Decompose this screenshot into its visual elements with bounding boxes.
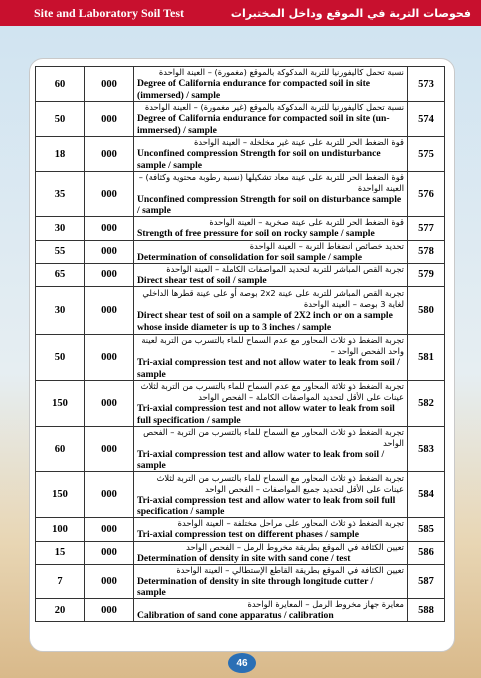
table-row <box>36 564 445 598</box>
quantity-cell: 000 <box>85 427 134 472</box>
item-number-cell: 580 <box>408 287 445 335</box>
description-cell <box>134 472 408 518</box>
table-row <box>36 137 445 172</box>
table-row <box>36 240 445 263</box>
quantity-cell: 000 <box>85 472 134 518</box>
price-cell: 7 <box>36 564 85 598</box>
quantity-cell: 000 <box>85 102 134 137</box>
description-en: Direct shear test of soil on a sample of 2X2 inch or on a sample whose inside diameter is up to 3 inches / sample <box>137 310 393 333</box>
table-row <box>36 172 445 217</box>
description-cell <box>134 172 408 217</box>
quantity-cell: 000 <box>85 599 134 622</box>
item-number-cell: 577 <box>408 217 445 240</box>
page-header <box>0 0 481 26</box>
description-cell <box>134 240 408 263</box>
description-ar: تجربة الضغط ذو ثلاثة المحاور مع عدم السماح للماء بالتسرب من التربة لثلاث عينات على الأقل لتحديد المواصفات الكاملة – الفحص الواحد <box>140 381 404 403</box>
description-en: Tri-axial compression test on different phases / sample <box>137 529 359 541</box>
description-en: Unconfined compression Strength for soil on undisturbance sample / sample <box>137 148 381 171</box>
description-ar: قوة الضغط الحر للتربة على عينة غير مخلخلة – العينة الواحدة <box>194 137 404 148</box>
price-cell: 30 <box>36 217 85 240</box>
description-cell <box>134 599 408 622</box>
header-title-en: Site and Laboratory Soil Test <box>34 5 185 20</box>
description-cell <box>134 518 408 541</box>
item-number-cell: 576 <box>408 172 445 217</box>
table-row <box>36 472 445 518</box>
quantity-cell: 000 <box>85 240 134 263</box>
description-ar: قوة الضغط الحر للتربة على عينة معاد تشكيلها (نسبة رطوبة محتوية وكثافة) – العينة الواحدة <box>138 172 404 193</box>
table-row <box>36 263 445 286</box>
quantity-cell: 000 <box>85 263 134 286</box>
price-cell: 100 <box>36 518 85 541</box>
item-number-cell: 586 <box>408 541 445 564</box>
description-cell <box>134 541 408 564</box>
description-cell <box>134 67 408 102</box>
price-cell: 150 <box>36 472 85 518</box>
description-en: Strength of free pressure for soil on rocky sample / sample <box>137 228 375 240</box>
price-cell: 30 <box>36 287 85 335</box>
table-row <box>36 599 445 622</box>
description-ar: تجربة الضغط ذو ثلاث المحاور مع عدم السماح للماء بالتسرب من التربة لعينة واحد الفحص الواحد – <box>141 335 404 357</box>
quantity-cell: 000 <box>85 541 134 564</box>
price-cell: 20 <box>36 599 85 622</box>
quantity-cell: 000 <box>85 172 134 217</box>
quantity-cell: 000 <box>85 564 134 598</box>
test-price-table <box>35 66 445 622</box>
description-cell <box>134 287 408 335</box>
description-en: Tri-axial compression test and allow water to leak from soil / sample <box>137 449 385 472</box>
quantity-cell: 000 <box>85 518 134 541</box>
table-row <box>36 518 445 541</box>
item-number-cell: 584 <box>408 472 445 518</box>
description-en: Direct shear test of soil / sample <box>137 274 267 286</box>
item-number-cell: 575 <box>408 137 445 172</box>
description-ar: تجربة الضغط ذو ثلاث المحاور على مراحل مختلفة – العينة الواحدة <box>177 518 404 529</box>
page-number: 46 <box>228 653 256 673</box>
item-number-cell: 573 <box>408 67 445 102</box>
description-cell <box>134 427 408 472</box>
description-cell <box>134 217 408 240</box>
price-cell: 60 <box>36 427 85 472</box>
price-cell: 150 <box>36 381 85 427</box>
description-cell <box>134 335 408 381</box>
description-cell <box>134 381 408 427</box>
table-row <box>36 102 445 137</box>
header-title-ar: فحوصات التربة في الموقع وداخل المختبرات <box>230 6 471 20</box>
table-row <box>36 335 445 381</box>
description-ar: تجربة الضغط ذو ثلاث المحاور مع السماح للماء بالتسرب من التربة – الفحص الواحد <box>143 427 404 449</box>
description-en: Tri-axial compression test and allow water to leak from soil full specification / sample <box>137 494 396 517</box>
table-row <box>36 541 445 564</box>
description-en: Determination of density in site with sand cone / test <box>137 552 351 564</box>
quantity-cell: 000 <box>85 335 134 381</box>
price-cell: 65 <box>36 263 85 286</box>
description-ar: تجربة القص المباشر للتربة على عينة 2x2 بوصة أو على عينة قطرها الداخلي لغاية 3 بوصة – العينة الواحدة <box>142 288 404 310</box>
description-ar: نسبة تحمل كاليفورنيا للتربة المدكوكة بالموقع (غير مغمورة) – العينة الواحدة <box>144 102 404 113</box>
description-en: Tri-axial compression test and not allow water to leak from soil / sample <box>137 357 400 380</box>
description-cell <box>134 102 408 137</box>
table-row <box>36 287 445 335</box>
description-en: Determination of density in site through longitude cutter / sample <box>137 575 374 599</box>
price-cell: 50 <box>36 335 85 381</box>
item-number-cell: 582 <box>408 381 445 427</box>
description-ar: معايرة جهاز مخروط الرمل – المعايرة الواحدة <box>247 599 404 610</box>
description-en: Degree of California endurance for compacted soil in site (un-immersed) / sample <box>137 113 390 136</box>
description-en: Calibration of sand cone apparatus / calibration <box>137 610 334 622</box>
description-cell <box>134 137 408 172</box>
item-number-cell: 588 <box>408 599 445 622</box>
quantity-cell: 000 <box>85 381 134 427</box>
description-ar: تجربة القص المباشر للتربة لتحديد المواصفات الكاملة – العينة الواحدة <box>166 263 404 274</box>
price-cell: 50 <box>36 102 85 137</box>
description-cell <box>134 263 408 286</box>
item-number-cell: 579 <box>408 263 445 286</box>
price-cell: 18 <box>36 137 85 172</box>
description-ar: نسبة تحمل كاليفورنيا للتربة المدكوكة بالموقع (مغمورة) – العينة الواحدة <box>158 67 404 78</box>
table-row <box>36 217 445 240</box>
quantity-cell: 000 <box>85 217 134 240</box>
description-ar: تعيين الكثافة في الموقع بطريقة القاطع الإستطالي – العينة الواحدة <box>176 564 404 575</box>
description-en: Determination of consolidation for soil sample / sample <box>137 251 363 263</box>
price-cell: 60 <box>36 67 85 102</box>
item-number-cell: 585 <box>408 518 445 541</box>
table-row <box>36 67 445 102</box>
item-number-cell: 574 <box>408 102 445 137</box>
description-cell <box>134 564 408 598</box>
description-en: Unconfined compression Strength for soil on disturbance sample / sample <box>137 194 402 217</box>
description-en: Tri-axial compression test and not allow water to leak from soil full specification / sample <box>137 403 395 426</box>
price-cell: 15 <box>36 541 85 564</box>
item-number-cell: 581 <box>408 335 445 381</box>
quantity-cell: 000 <box>85 137 134 172</box>
description-ar: قوة الضغط الحر للتربة على عينة صخرية – العينة الواحدة <box>209 217 404 228</box>
price-cell: 35 <box>36 172 85 217</box>
quantity-cell: 000 <box>85 287 134 335</box>
description-ar: تحديد خصائص انضغاط التربة – العينة الواحدة <box>249 240 404 251</box>
quantity-cell: 000 <box>85 67 134 102</box>
description-ar: تجربة الضغط ذو ثلاث المحاور مع السماح للماء بالتسرب من التربة لثلاث عينات على الأقل لتحديد جميع المواصفات – الفحص الواحد <box>156 472 404 494</box>
item-number-cell: 583 <box>408 427 445 472</box>
price-cell: 55 <box>36 240 85 263</box>
table-row <box>36 427 445 472</box>
item-number-cell: 587 <box>408 564 445 598</box>
description-en: Degree of California endurance for compacted soil in site (immersed) / sample <box>137 78 371 101</box>
table-row <box>36 381 445 427</box>
description-ar: تعيين الكثافة في الموقع بطريقة مخروط الرمل – الفحص الواحد <box>186 541 404 552</box>
item-number-cell: 578 <box>408 240 445 263</box>
